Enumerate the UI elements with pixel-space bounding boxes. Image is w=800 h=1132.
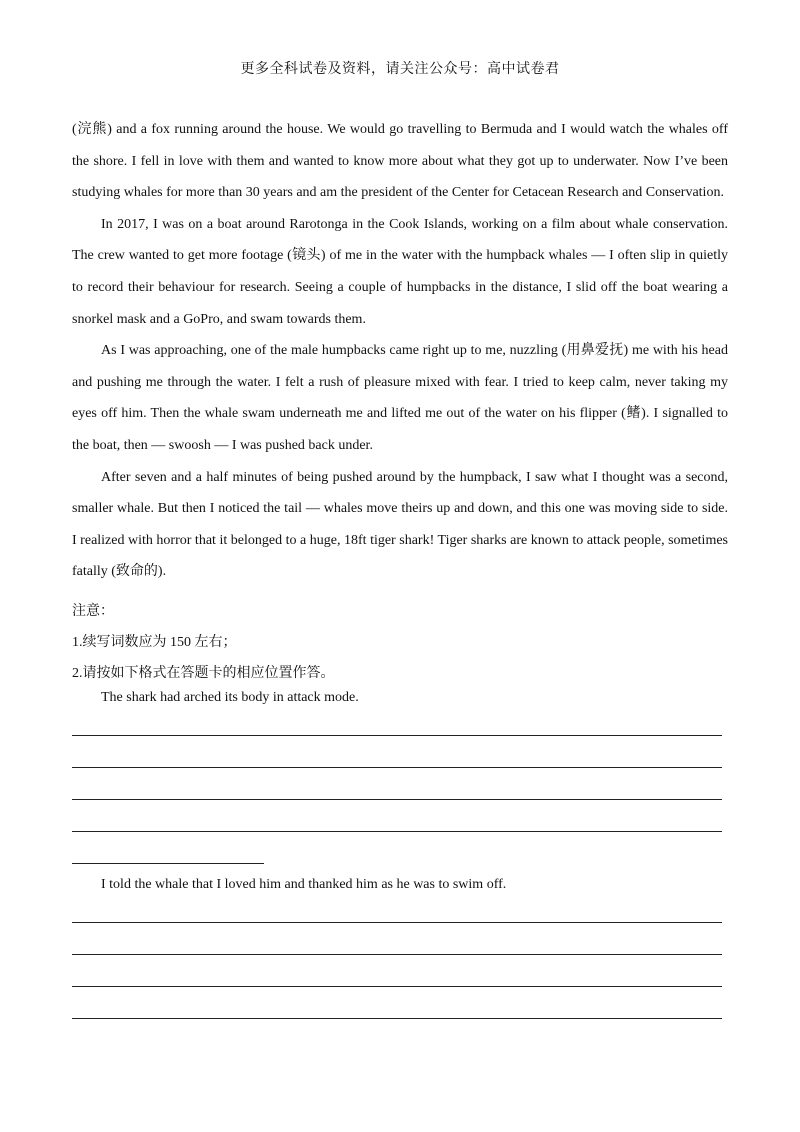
answer-line[interactable] xyxy=(72,954,722,955)
paragraph-3: As I was approaching, one of the male humpbacks came right up to me, nuzzling (用鼻爱抚) me with his head and pushing me through the water. I felt a rush of pleasure mixed with fear. I tried to keep calm, never taking my eyes off him. Then the whale swam underneath me and lifted me out of the water on his flipper (鳍). I signalled to the boat, then — swoosh — I was pushed back under. xyxy=(72,343,728,453)
notes-item-2: 2.请按如下格式在答题卡的相应位置作答。 xyxy=(72,666,335,681)
answer-line[interactable] xyxy=(72,831,722,832)
answer-line[interactable] xyxy=(72,735,722,736)
answer-line-short[interactable] xyxy=(72,863,264,864)
starter-sentence-2: I told the whale that I loved him and thanked him as he was to swim off. xyxy=(101,877,507,892)
notes-item-1: 1.续写词数应为 150 左右； xyxy=(72,635,237,650)
answer-line[interactable] xyxy=(72,799,722,800)
answer-line[interactable] xyxy=(72,922,722,923)
notes-label: 注意： xyxy=(72,604,114,619)
passage xyxy=(72,114,728,588)
paragraph-1: (浣熊) and a fox running around the house. We would go travelling to Bermuda and I would watch the whales off the shore. I fell in love with them and wanted to know more about what they got up to underwater. Now I’ve been studying whales for more than 30 years and am the president of the Center for Cetacean Research and Conservation. xyxy=(72,122,728,201)
paragraph-4: After seven and a half minutes of being pushed around by the humpback, I saw what I thought was a second, smaller whale. But then I noticed the tail — whales move theirs up and down, and this one was moving side to side. I realized with horror that it belonged to a huge, 18ft tiger shark! Tiger sharks are known to attack people, sometimes fatally (致命的). xyxy=(72,469,728,580)
answer-line[interactable] xyxy=(72,986,722,987)
starter-sentence-1: The shark had arched its body in attack mode. xyxy=(101,690,359,705)
answer-line[interactable] xyxy=(72,1018,722,1019)
page-header: 更多全科试卷及资料，请关注公众号：高中试卷君 xyxy=(240,62,560,77)
paragraph-2: In 2017, I was on a boat around Rarotonga in the Cook Islands, working on a film about whale conservation. The crew wanted to get more footage (镜头) of me in the water with the humpback whales — I often slip in quietly to record their behaviour for research. Seeing a couple of humpbacks in the distance, I slid off the boat wearing a snorkel mask and a GoPro, and swam towards them. xyxy=(72,216,728,327)
answer-line[interactable] xyxy=(72,767,722,768)
notes-section xyxy=(72,596,728,689)
